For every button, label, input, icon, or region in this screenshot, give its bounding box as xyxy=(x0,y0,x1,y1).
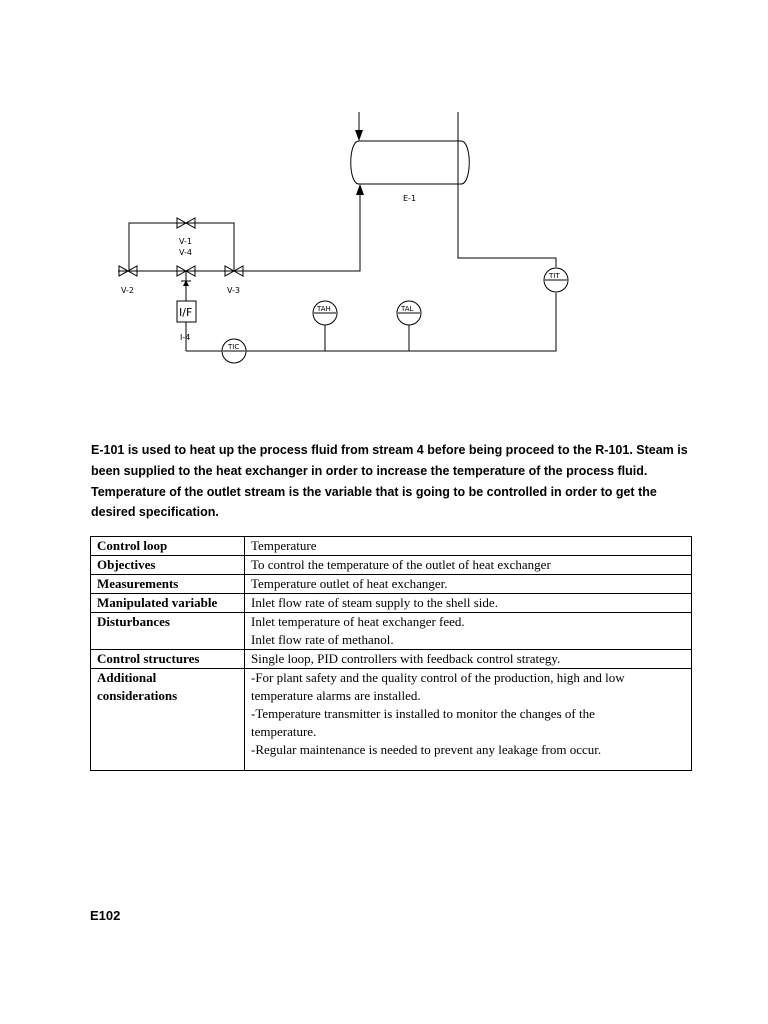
row-value xyxy=(245,537,692,556)
value-line: -Temperature transmitter is installed to monitor the changes of the xyxy=(251,706,595,721)
value-line: temperature alarms are installed. xyxy=(251,688,421,703)
pid-diagram xyxy=(0,0,768,400)
value-line: temperature. xyxy=(251,724,317,739)
value-line: -For plant safety and the quality control of the production, high and low xyxy=(251,670,625,685)
value-line: To control the temperature of the outlet of heat exchanger xyxy=(251,557,551,572)
row-key: Measurements xyxy=(91,575,245,594)
value-line: Inlet flow rate of methanol. xyxy=(251,632,394,647)
value-line: Inlet flow rate of steam supply to the shell side. xyxy=(251,595,498,610)
heat-exchanger-shape xyxy=(351,141,470,184)
table-row xyxy=(91,669,692,771)
table-row xyxy=(91,613,692,650)
table-row xyxy=(91,556,692,575)
control-loop-table xyxy=(90,536,692,771)
value-line: Inlet temperature of heat exchanger feed. xyxy=(251,614,465,629)
row-key: Manipulated variable xyxy=(91,594,245,613)
row-value xyxy=(245,669,692,771)
bypass-line xyxy=(118,223,234,271)
value-line: Single loop, PID controllers with feedback control strategy. xyxy=(251,651,561,666)
key-line: considerations xyxy=(97,688,178,703)
row-value xyxy=(245,556,692,575)
row-value xyxy=(245,575,692,594)
row-key xyxy=(91,669,245,771)
paragraph-line: E-101 is used to heat up the process fluid from stream 4 before being proceed to the R-101. Steam is xyxy=(91,443,688,457)
inlet-arrow-icon xyxy=(355,130,363,141)
key-line: Additional xyxy=(97,670,157,685)
label-converter: I/F xyxy=(179,306,193,319)
process-outlet-line xyxy=(458,112,556,267)
row-value xyxy=(245,594,692,613)
label-exchanger: E-1 xyxy=(403,194,417,203)
steam-line xyxy=(246,194,360,271)
label-tit: TIT xyxy=(549,272,560,280)
row-value xyxy=(245,650,692,669)
row-key: Control structures xyxy=(91,650,245,669)
row-key: Control loop xyxy=(91,537,245,556)
value-line: Temperature xyxy=(251,538,317,553)
description-paragraph xyxy=(91,440,701,523)
paragraph-line: Temperature of the outlet stream is the variable that is going to be controlled in order to get the xyxy=(91,484,657,499)
label-tal: TAL xyxy=(401,305,414,313)
table-row xyxy=(91,650,692,669)
table-row xyxy=(91,575,692,594)
value-line: -Regular maintenance is needed to prevent any leakage from occur. xyxy=(251,742,602,757)
value-line: Temperature outlet of heat exchanger. xyxy=(251,576,448,591)
label-v4: V-4 xyxy=(179,248,192,257)
paragraph-line: desired specification. xyxy=(91,505,219,520)
label-tic: TIC xyxy=(228,343,240,351)
label-v2: V-2 xyxy=(121,286,134,295)
paragraph-line: been supplied to the heat exchanger in order to increase the temperature of the process fluid. xyxy=(91,463,648,478)
label-tah: TAH xyxy=(317,305,331,313)
row-value xyxy=(245,613,692,650)
row-key: Objectives xyxy=(91,556,245,575)
label-converter-tag: I-4 xyxy=(180,333,191,342)
row-key: Disturbances xyxy=(91,613,245,650)
section-heading: E102 xyxy=(90,908,121,923)
table-row xyxy=(91,594,692,613)
steam-arrow-icon xyxy=(356,184,364,195)
label-v3: V-3 xyxy=(227,286,240,295)
table-row xyxy=(91,537,692,556)
label-v1: V-1 xyxy=(179,237,192,246)
